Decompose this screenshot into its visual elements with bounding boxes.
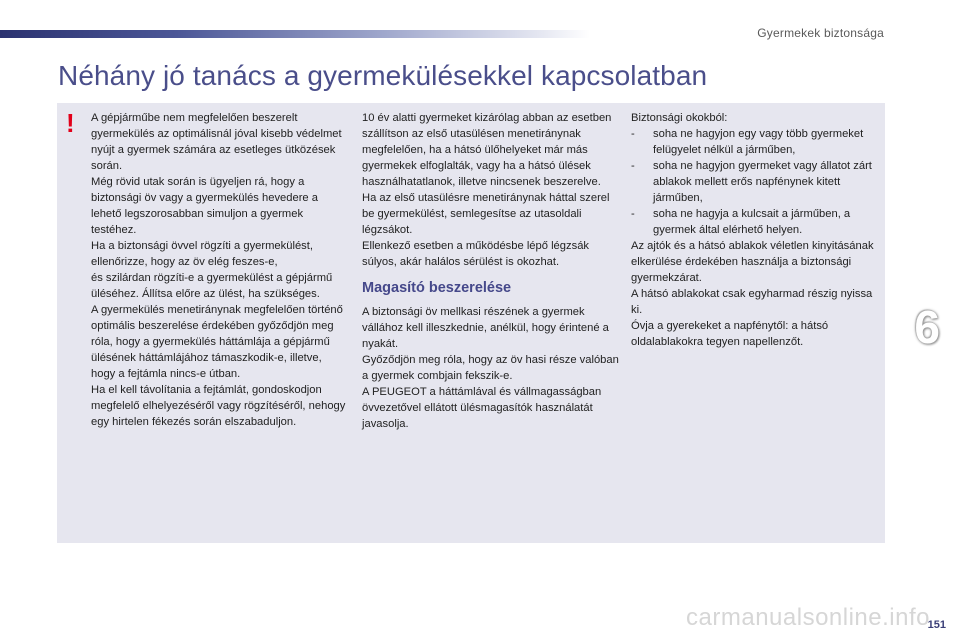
- paragraph: A biztonsági öv mellkasi részének a gyermek vállához kell illeszkednie, anélkül, hogy érintené a nyakát.: [362, 306, 609, 350]
- paragraph: Győződjön meg róla, hogy az öv hasi része valóban a gyermek combjain fekszik-e.: [362, 354, 619, 382]
- paragraph: A gyermekülés menetiránynak megfelelően történő optimális beszerelése érdekében győződjön meg róla, hogy a gyermekülés háttámlája a gépjármű ülésének háttámlájához támaszkodik-e, illetve, hogy a fejtámla nincs-e útban.: [91, 304, 343, 380]
- paragraph: és szilárdan rögzíti-e a gyermekülést a gépjármű üléséhez. Állítsa előre az ülést, ha szükséges.: [91, 272, 333, 300]
- page-title: Néhány jó tanács a gyermekülésekkel kapcsolatban: [58, 60, 708, 91]
- exclamation-icon: !: [66, 108, 75, 138]
- column-right: [631, 110, 883, 350]
- chapter-number: 6: [914, 301, 940, 353]
- list-dash: -: [631, 208, 635, 220]
- list-item-text: soha ne hagyjon egy vagy több gyermeket felügyelet nélkül a járműben,: [653, 128, 864, 156]
- subheading: Magasító beszerelése: [362, 280, 512, 296]
- list-dash: -: [631, 160, 635, 172]
- list-item: [631, 206, 883, 238]
- header-gradient-bar: [0, 30, 590, 38]
- paragraph: A gépjárműbe nem megfelelően beszerelt gyermekülés az optimálisnál jóval kisebb védelmet nyújt a gyermek számára az esetleges ütközések során.: [91, 112, 342, 172]
- list-item-text: soha ne hagyja a kulcsait a járműben, a gyermek által elérhető helyen.: [653, 208, 851, 236]
- page-number: 151: [927, 619, 946, 631]
- paragraph: Óvja a gyerekeket a napfénytől: a hátsó oldalablakokra tegyen napellenzőt.: [631, 320, 829, 348]
- paragraph: Az ajtók és a hátsó ablakok véletlen kinyitásának elkerülése érdekében használja a biztonsági gyermekzárat.: [631, 240, 874, 284]
- column-left: [91, 110, 349, 430]
- list-item-text: soha ne hagyjon gyermeket vagy állatot zárt ablakok mellett erős napfénynek kitett járműben,: [653, 160, 872, 204]
- paragraph: A hátsó ablakokat csak egyharmad részig nyissa ki.: [631, 288, 873, 316]
- section-title: Gyermekek biztonsága: [757, 26, 884, 40]
- column-middle: [362, 110, 620, 432]
- paragraph: Még rövid utak során is ügyeljen rá, hogy a biztonsági öv vagy a gyermekülés hevedere a lehető legszorosabban simuljon a gyermek testéhez.: [91, 176, 318, 236]
- list-item: [631, 126, 883, 158]
- paragraph: A PEUGEOT a háttámlával és vállmagasságban övvezetővel ellátott ülésmagasítók használatát javasolja.: [362, 386, 602, 430]
- paragraph: Ha a biztonsági övvel rögzíti a gyermekülést, ellenőrizze, hogy az öv elég feszes-e,: [91, 240, 313, 268]
- paragraph: 10 év alatti gyermeket kizárólag abban az esetben szállítson az első utasülésen menetiránynak megfelelően, ha a hátsó ülőhelyeket már más gyermekek elfoglalták, vagy ha a hátsó ülések használhatatlanok, illetve nincsenek beszerelve.: [362, 112, 612, 188]
- paragraph: Ha el kell távolítania a fejtámlát, gondoskodjon megfelelő elhelyezéséről vagy rögzítéséről, nehogy egy hirtelen fékezés során elszabaduljon.: [91, 384, 346, 428]
- list-intro: Biztonsági okokból:: [631, 112, 728, 124]
- paragraph: Ha az első utasülésre menetiránynak háttal szerel be gyermekülést, semlegesítse az utasoldali légzsákot.: [362, 192, 610, 236]
- list-dash: -: [631, 128, 635, 140]
- list-item: [631, 158, 883, 206]
- watermark: carmanualsonline.info: [686, 604, 930, 631]
- paragraph: Ellenkező esetben a működésbe lépő légzsák súlyos, akár halálos sérülést is okozhat.: [362, 240, 590, 268]
